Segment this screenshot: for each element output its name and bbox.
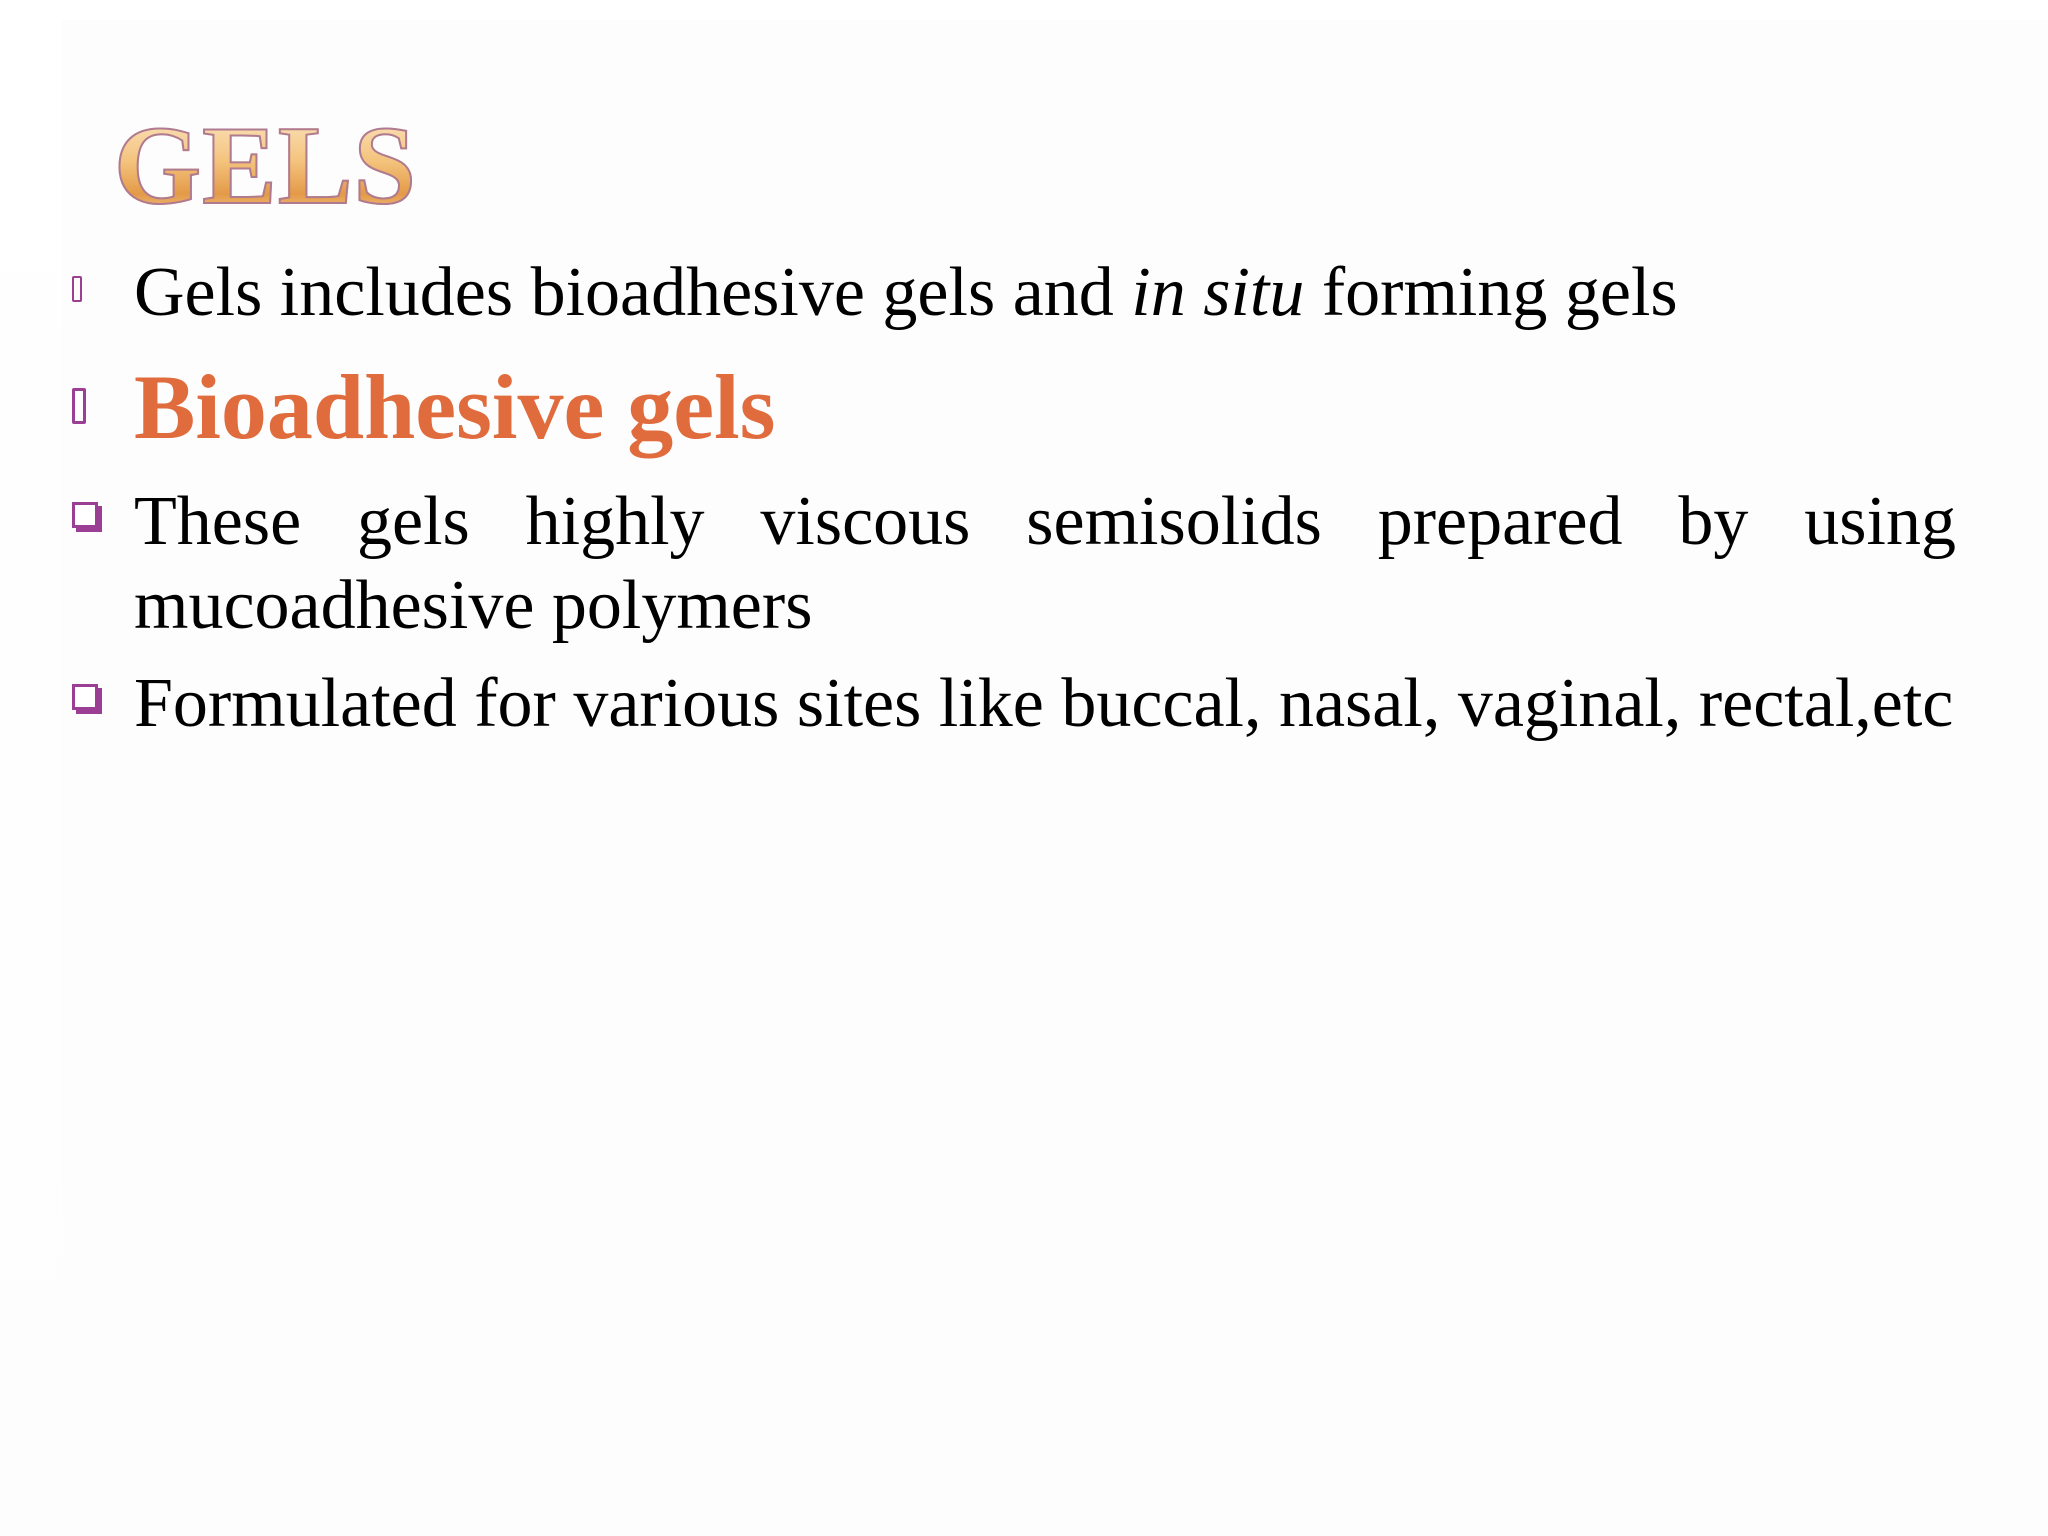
- bullet-text-tail: forming gels: [1304, 254, 1678, 331]
- slide-background-panel: [62, 20, 2048, 1536]
- bullet-text: These gels highly viscous semisolids prepared by using mucoadhesive polymers: [134, 483, 1956, 644]
- bullet-text: [134, 250, 1956, 336]
- rectangle-bullet-icon: [72, 388, 86, 424]
- hollow-square-bullet-icon: [72, 502, 98, 528]
- slide-title: GELS: [114, 104, 417, 228]
- hollow-square-bullet-icon: [72, 684, 98, 710]
- section-heading: Bioadhesive gels: [134, 356, 776, 458]
- bullet-text: Formulated for various sites like buccal, nasal, vaginal, rectal,etc: [134, 665, 1954, 742]
- bullet-text-lead: Gels includes bioadhesive gels and: [134, 254, 1132, 331]
- bullet-text-italic: in situ: [1131, 254, 1305, 331]
- rectangle-bullet-icon: [72, 276, 82, 302]
